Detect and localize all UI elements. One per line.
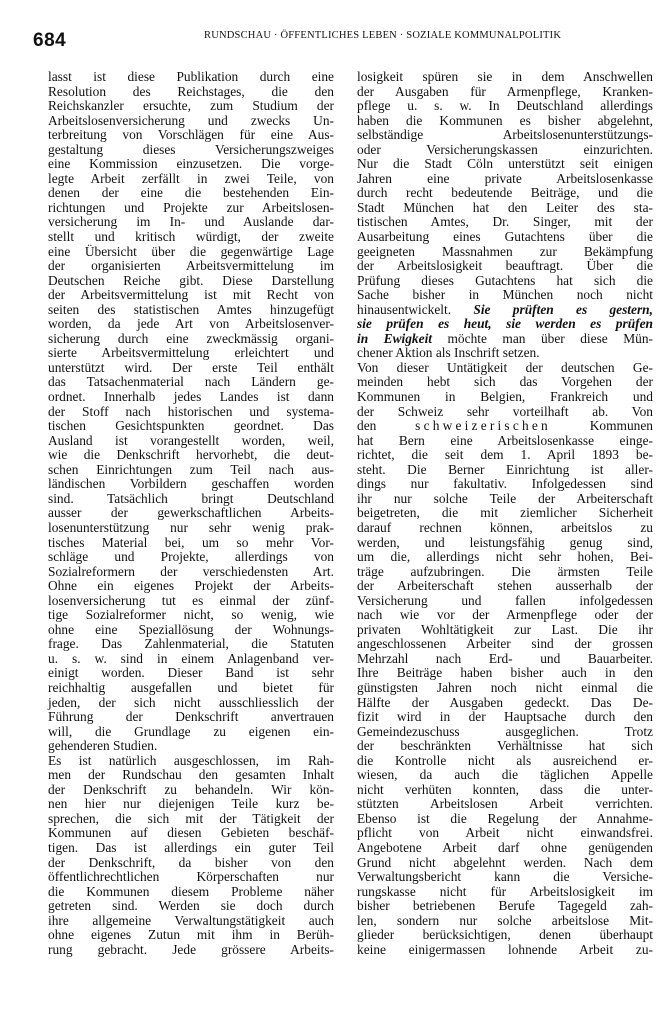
text-line: u. s. w. sind in einem Anlagenband ver- bbox=[48, 650, 334, 666]
text-line: tisches Material bei, um so mehr Vor- bbox=[48, 534, 334, 550]
text-line: Resolution des Reichstages, die den bbox=[48, 83, 334, 99]
text-line: Sozialreformern der verschiedensten Art. bbox=[48, 563, 334, 579]
text-line: stellt und kritisch würdigt, der zweite bbox=[48, 229, 334, 245]
text-line: tige Sozialreformer nicht, so wenig, wie bbox=[48, 607, 334, 623]
text-line: die Kommunen diesem Probleme näher bbox=[48, 883, 334, 899]
text-line: Sache bisher in München noch nicht bbox=[357, 287, 653, 303]
text-line: men der Rundschau den gesamten Inhalt bbox=[48, 767, 334, 783]
text-line: losigkeit spüren sie in dem Anschwellen bbox=[357, 69, 653, 84]
text-line: len, sondern nur solche arbeitslose Mit- bbox=[357, 912, 653, 928]
text-line: reichhaltig ausgefallen und bietet für bbox=[48, 679, 334, 695]
text-line: Ohne ein eigenes Projekt der Arbeits- bbox=[48, 578, 334, 594]
text-line: ausser der gewerkschaftlichen Arbeits- bbox=[48, 505, 334, 521]
text-line: gestaltung dieses Versicherungszweiges bbox=[48, 141, 334, 157]
text-line: ihre allgemeine Verwaltungstätigkeit auch bbox=[48, 912, 334, 928]
text-line: lasst ist diese Publikation durch eine bbox=[48, 69, 334, 84]
text-line: pflege u. s. w. In Deutschland allerdings bbox=[357, 98, 653, 114]
text-line: werden, und leistungsfähig genug sind, bbox=[357, 534, 653, 550]
text-line: beigetreten, die mit ziemlicher Sicherheit bbox=[357, 505, 653, 521]
text-line: dings nur fakultativ. Infolgedessen sind bbox=[357, 476, 653, 492]
running-title: RUNDSCHAU · ÖFFENTLICHES LEBEN · SOZIALE KOMMUNALPOLITIK bbox=[204, 30, 562, 41]
text-line: um die, allerdings nicht sehr hohen, Bei- bbox=[357, 549, 653, 565]
text-line: darauf rechnen können, arbeitslos zu bbox=[357, 519, 653, 535]
text-line: Von dieser Untätigkeit der deutschen Ge- bbox=[357, 359, 653, 375]
text-line: der Ausgaben für Armenpflege, Kranken- bbox=[357, 83, 653, 99]
text-line: geeigneten Massnahmen zur Bekämpfung bbox=[357, 243, 653, 259]
text-line: Ihre Beiträge haben bisher auch in den bbox=[357, 665, 653, 681]
text-line: Ausland ist vorangestellt worden, weil, bbox=[48, 432, 334, 448]
text-line: nen hier nur diejenigen Teile kurz be- bbox=[48, 796, 334, 812]
text-line bbox=[357, 332, 653, 347]
text-line: rung gebracht. Jede grössere Arbeits- bbox=[48, 941, 334, 957]
text-line: Angebotene Arbeit darf ohne genügenden bbox=[357, 839, 653, 855]
text-run: möchte man über diese Mün- bbox=[447, 330, 653, 346]
text-line: schen Einrichtungen zum Teil nach aus- bbox=[48, 461, 334, 477]
text-line: hat Bern eine Arbeitslosenkasse einge- bbox=[357, 432, 653, 448]
text-line: ordnet. Innerhalb jedes Landes ist dann bbox=[48, 389, 334, 405]
text-line: sprechen, die sich mit der Tätigkeit der bbox=[48, 810, 334, 826]
text-line: legte Arbeit zerfällt in zwei Teile, von bbox=[48, 170, 334, 186]
text-line: Stadt München hat den Leiter des sta- bbox=[357, 199, 653, 215]
text-line: richtet, die seit dem 1. April 1893 be- bbox=[357, 447, 653, 463]
text-line: angeschlossenen Arbeiter sind der grossen bbox=[357, 636, 653, 652]
text-line: Mehrzahl nach Erd- und Bauarbeiter. bbox=[357, 650, 653, 666]
text-line: träge aufzubringen. Die ärmsten Teile bbox=[357, 563, 653, 579]
text-line: eine Kommission einzusetzen. Die vorge- bbox=[48, 156, 334, 172]
text-line: tistischen Amtes, Dr. Singer, mit der bbox=[357, 214, 653, 230]
text-line: Hälfte der Ausgaben gedeckt. Das De- bbox=[357, 694, 653, 710]
text-line bbox=[357, 303, 653, 318]
text-line: sind. Tatsächlich bringt Deutschland bbox=[48, 490, 334, 506]
text-line: der Arbeitslosigkeit beauftragt. Über die bbox=[357, 258, 653, 274]
text-line: die Kontrolle nicht als ausreichend er- bbox=[357, 752, 653, 768]
text-line: wiesen, da auch die täglichen Appelle bbox=[357, 767, 653, 783]
text-line: unterstützt wird. Der erste Teil enthält bbox=[48, 359, 334, 375]
text-line: steht. Die Berner Einrichtung ist aller- bbox=[357, 461, 653, 477]
italic-quote: in Ewigkeit bbox=[357, 330, 433, 346]
text-line: öffentlichrechtlichen Körperschaften nur bbox=[48, 869, 334, 885]
text-run: Kommunen bbox=[589, 418, 653, 434]
text-line: Es ist natürlich ausgeschlossen, im Rah- bbox=[48, 752, 334, 768]
text-line: will, die Grundlage zu eigenen ein- bbox=[48, 723, 334, 739]
text-line: sierte Arbeitsvermittelung erleichtert und bbox=[48, 345, 334, 361]
text-line: der Arbeiterschaft stehen ausserhalb der bbox=[357, 578, 653, 594]
text-line: losenversicherung tut es einmal der zünf- bbox=[48, 592, 334, 608]
text-line: jeden, der sich nicht ausschliesslich der bbox=[48, 694, 334, 710]
text-line: der beschränkten Verhältnisse hat sich bbox=[357, 738, 653, 754]
text-line: Prüfung dieses Gutachtens hat sich die bbox=[357, 272, 653, 288]
text-line: der Arbeitsvermittelung ist mit Recht von bbox=[48, 287, 334, 303]
text-line: Nur die Stadt Cöln unterstützt seit einigen bbox=[357, 156, 653, 172]
text-run: hinausentwickelt. bbox=[357, 301, 452, 317]
text-line: günstigsten Jahren noch nicht einmal die bbox=[357, 679, 653, 695]
spaced-emphasis: schweizerischen bbox=[415, 418, 551, 434]
text-line: nicht verhüten konnten, dass die unter- bbox=[357, 781, 653, 797]
text-line: der Schweiz sehr vorteilhaft ab. Von bbox=[357, 403, 653, 419]
text-line: Arbeitslosenversicherung und zwecks Un- bbox=[48, 112, 334, 128]
text-line: denen der eine die bestehenden Ein- bbox=[48, 185, 334, 201]
text-line: chener Aktion als Inschrift setzen. bbox=[357, 345, 540, 361]
text-line: durch recht bedeutende Beiträge, und die bbox=[357, 185, 653, 201]
italic-quote: sie prüfen es heut, sie werden es prüfen bbox=[357, 316, 653, 332]
text-line bbox=[357, 317, 653, 332]
text-line: Kommunen auf diesen Gebieten beschäf- bbox=[48, 825, 334, 841]
text-line: getreten sind. Werden sie doch durch bbox=[48, 898, 334, 914]
text-line: einigt worden. Dieser Band ist sehr bbox=[48, 665, 334, 681]
text-line: der Denkschrift, da bisher von den bbox=[48, 854, 334, 870]
text-line: terbreitung von Vorschlägen für eine Aus- bbox=[48, 127, 334, 143]
text-line: schläge und Projekte, allerdings von bbox=[48, 549, 334, 565]
text-line: versicherung im In- und Auslande dar- bbox=[48, 214, 334, 230]
text-run: den bbox=[357, 418, 377, 434]
text-line: worden, da jede Art von Arbeitslosenver- bbox=[48, 316, 334, 332]
text-line: Ausarbeitung eines Gutachtens über die bbox=[357, 229, 653, 245]
text-line: der Denkschrift zu behandeln. Wir kön- bbox=[48, 781, 334, 797]
text-line: der organisierten Arbeitsvermittelung im bbox=[48, 258, 334, 274]
right-column bbox=[357, 70, 653, 957]
text-line: Gemeindezuschuss ausgeglichen. Trotz bbox=[357, 723, 653, 739]
text-line: glieder berücksichtigen, denen überhaupt bbox=[357, 927, 653, 943]
text-line: oder Versicherungskassen einzurichten. bbox=[357, 141, 653, 157]
text-line: der Stoff nach historischen und systema- bbox=[48, 403, 334, 419]
left-column bbox=[48, 70, 334, 957]
text-line: Jahren eine private Arbeitslosenkasse bbox=[357, 170, 653, 186]
text-line: Reichskanzler ersuchte, zum Studium der bbox=[48, 98, 334, 114]
italic-quote: Sie prüften es gestern, bbox=[473, 301, 653, 317]
text-line: Führung der Denkschrift anvertrauen bbox=[48, 709, 334, 725]
text-line: privaten Wohltätigkeit zur Last. Die ihr bbox=[357, 621, 653, 637]
text-line: selbständige Arbeitslosenunterstützungs- bbox=[357, 127, 653, 143]
text-line: ohne eine Speziallösung der Wohnungs- bbox=[48, 621, 334, 637]
text-line: gehenderen Studien. bbox=[48, 738, 158, 754]
text-line: eine Übersicht über die gegenwärtige Lage bbox=[48, 243, 334, 259]
text-line: Versicherung und fallen infolgedessen bbox=[357, 592, 653, 608]
text-line: richtungen und Projekte zur Arbeitslosen- bbox=[48, 199, 334, 215]
text-line: seiten des statistischen Amtes hinzugefügt bbox=[48, 301, 334, 317]
text-line: sicherung durch eine zweckmässig organi- bbox=[48, 330, 334, 346]
text-line: tigen. Das ist allerdings ein guter Teil bbox=[48, 839, 334, 855]
text-line: haben die Kommunen es bisher abgelehnt, bbox=[357, 112, 653, 128]
text-line: ländischen Vorbildern geschaffen worden bbox=[48, 476, 334, 492]
text-line: meinden hebt sich das Vorgehen der bbox=[357, 374, 653, 390]
text-line: Deutschen Reiche gibt. Diese Darstellung bbox=[48, 272, 334, 288]
text-line: das Tatsachenmaterial nach Ländern ge- bbox=[48, 374, 334, 390]
text-line: losenunterstützung nur sehr wenig prak- bbox=[48, 519, 334, 535]
text-line: rungskasse nicht für Arbeitslosigkeit im bbox=[357, 883, 653, 899]
page-number: 684 bbox=[33, 30, 67, 51]
text-line: Grund nicht abgelehnt werden. Nach dem bbox=[357, 854, 653, 870]
text-line: Ebenso ist die Regelung der Annahme- bbox=[357, 810, 653, 826]
text-line: stützten Arbeitslosen Arbeit verrichten. bbox=[357, 796, 653, 812]
text-line: keine einigermassen lohnende Arbeit zu- bbox=[357, 941, 653, 957]
text-line: nach wie vor der Armenpflege oder der bbox=[357, 607, 653, 623]
text-line: pflicht von Arbeit nicht einwandsfrei. bbox=[357, 825, 653, 841]
text-line: ohne eigenes Zutun mit ihm in Berüh- bbox=[48, 927, 334, 943]
text-line bbox=[357, 419, 653, 434]
text-line: fizit wird in der Hauptsache durch den bbox=[357, 709, 653, 725]
text-line: frage. Das Zahlenmaterial, die Statuten bbox=[48, 636, 334, 652]
text-line: Kommunen in Belgien, Frankreich und bbox=[357, 389, 653, 405]
text-line: tischen Gesichtspunkten geordnet. Das bbox=[48, 418, 334, 434]
text-line: bisher betriebenen Berufe Tagegeld zah- bbox=[357, 898, 653, 914]
text-line: ihr nur solche Teile der Arbeiterschaft bbox=[357, 490, 653, 506]
text-line: wie die Denkschrift hervorhebt, die deut- bbox=[48, 447, 334, 463]
text-line: Verwaltungsbericht kann die Versiche- bbox=[357, 869, 653, 885]
